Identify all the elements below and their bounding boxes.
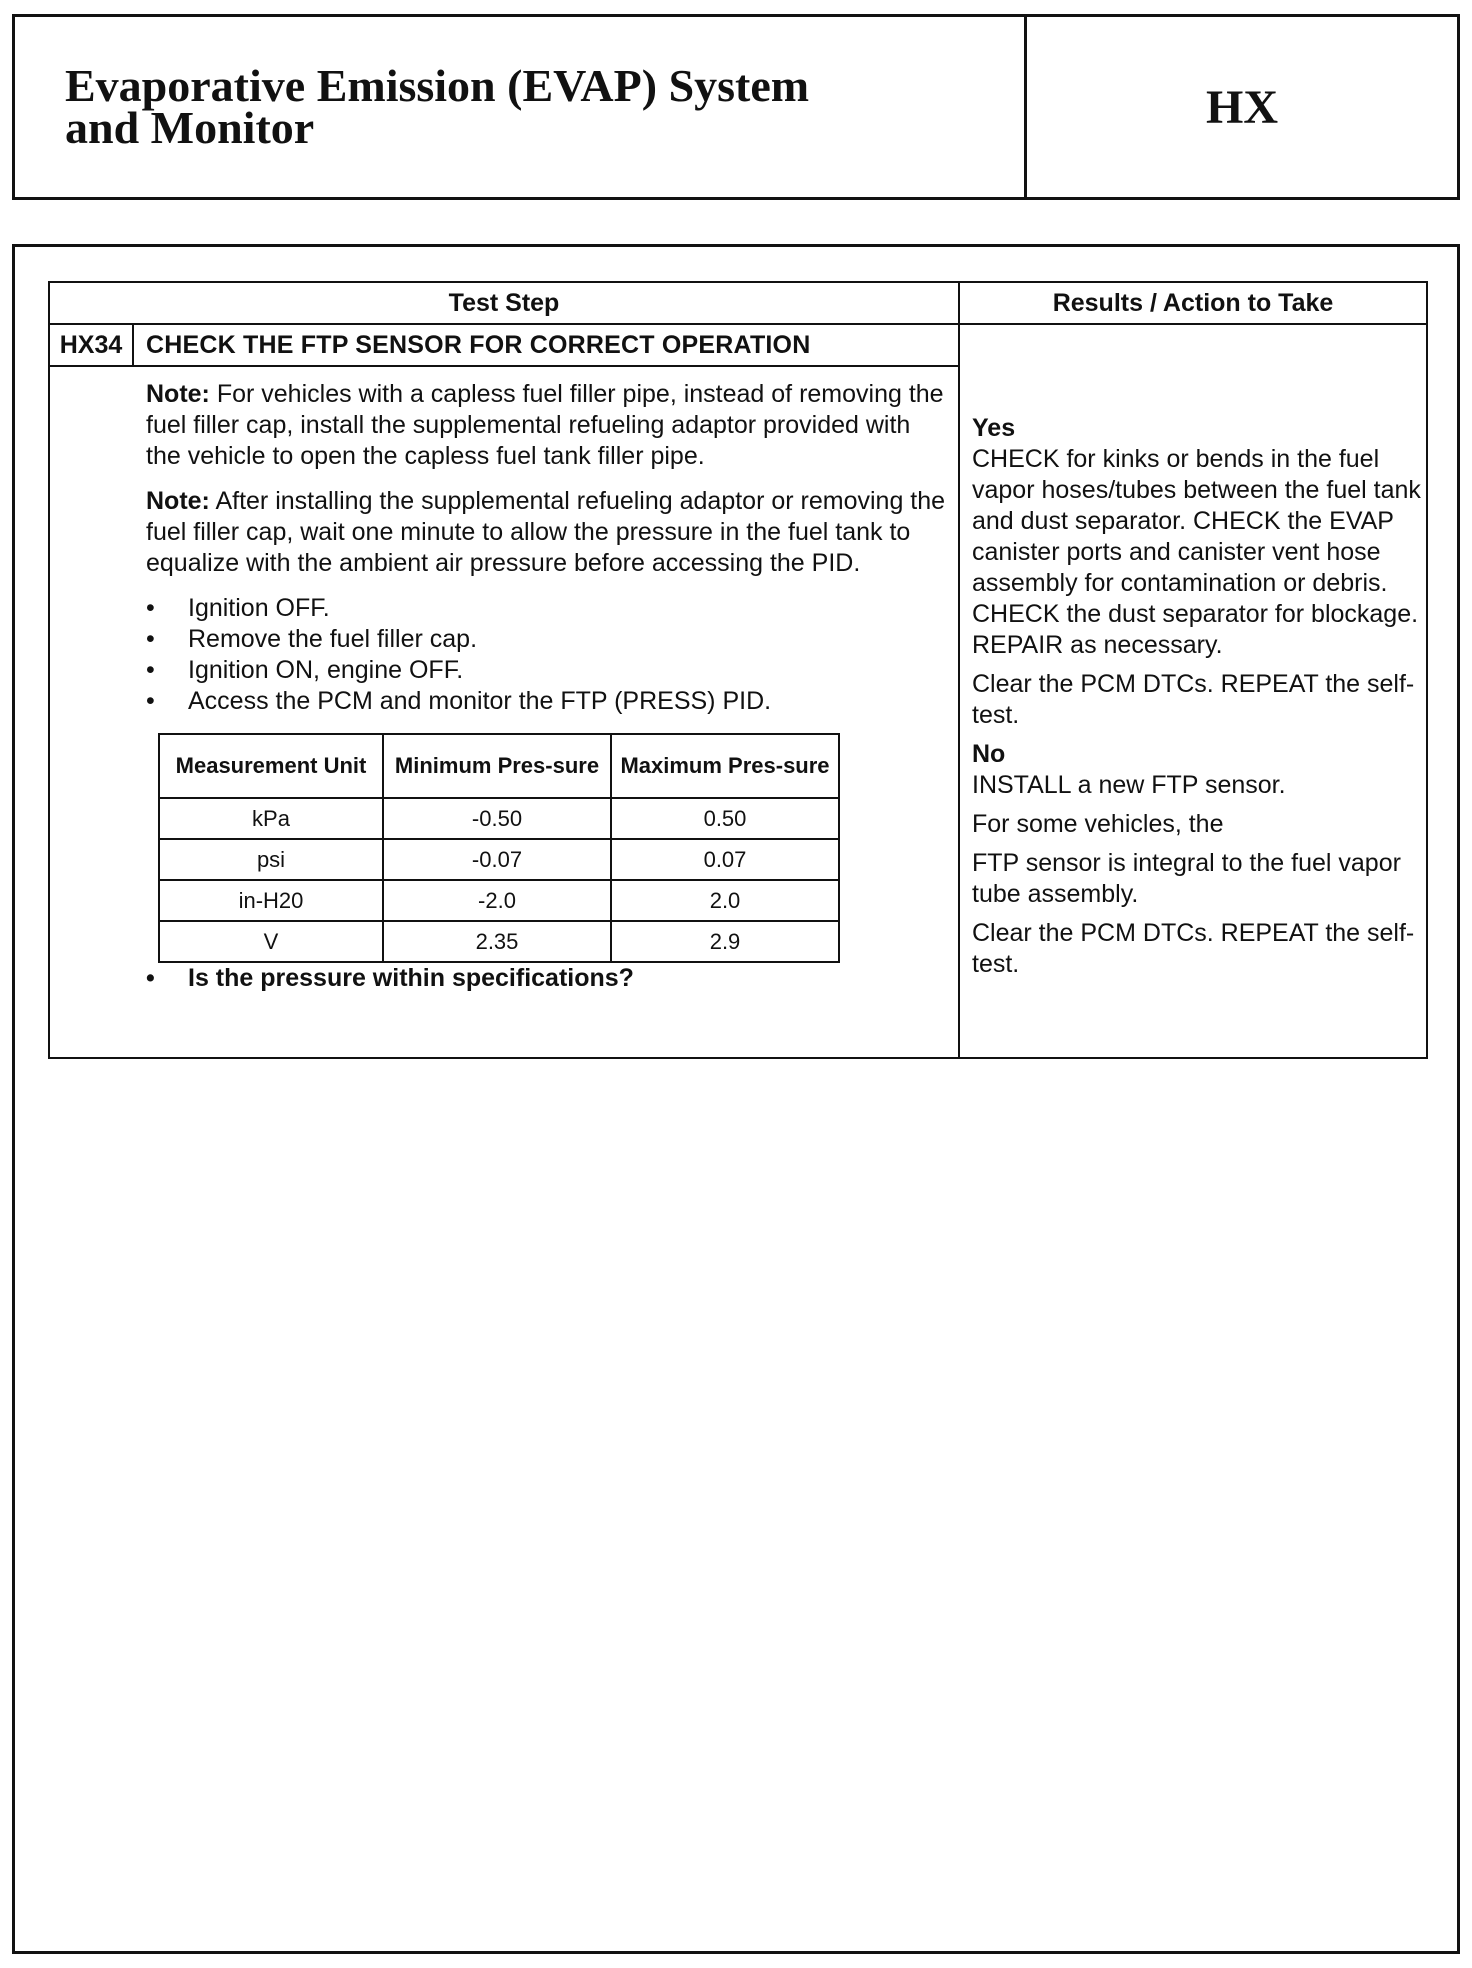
title-line-1: Evaporative Emission (EVAP) System xyxy=(65,60,810,111)
test-step-table xyxy=(48,281,1428,1059)
spec-row xyxy=(159,839,839,880)
title-line-2: and Monitor xyxy=(65,102,315,153)
step-bullets xyxy=(146,593,946,717)
note-2-label: Note: xyxy=(146,487,210,515)
results-header: Results / Action to Take xyxy=(960,283,1426,325)
results-column xyxy=(960,283,1426,1057)
note-1-label: Note: xyxy=(146,380,210,408)
yes-label: Yes xyxy=(972,414,1016,442)
spec-unit: in-H20 xyxy=(159,880,383,921)
yes-action-1: CHECK for kinks or bends in the fuel vapor hoses/tubes between the fuel tank and dust separator. CHECK the EVAP canister ports and canister vent hose assembly for contamination or debris. CHECK the dust separator for blockage. REPAIR as necessary. xyxy=(972,445,1421,659)
spec-row xyxy=(159,798,839,839)
step-id: HX34 xyxy=(50,325,134,365)
spec-min: -0.07 xyxy=(383,839,611,880)
bullet-item: • Ignition OFF. xyxy=(146,593,946,624)
step-body xyxy=(146,379,946,994)
no-label: No xyxy=(972,740,1006,768)
page-title xyxy=(15,17,1027,197)
spec-unit: V xyxy=(159,921,383,962)
note-1-text: For vehicles with a capless fuel filler pipe, instead of removing the fuel filler cap, install the supplemental refueling adaptor provided with the vehicle to open the capless fuel tank filler pipe. xyxy=(146,380,944,470)
section-code: HX xyxy=(1206,80,1278,134)
step-title: CHECK THE FTP SENSOR FOR CORRECT OPERATION xyxy=(146,330,811,359)
note-2 xyxy=(146,486,946,579)
bullet-item: • Remove the fuel filler cap. xyxy=(146,624,946,655)
no-action-3: FTP sensor is integral to the fuel vapor tube assembly. xyxy=(972,849,1401,908)
spec-header-row xyxy=(159,734,839,798)
no-action-1: INSTALL a new FTP sensor. xyxy=(972,771,1286,799)
spec-min: 2.35 xyxy=(383,921,611,962)
spec-min: -0.50 xyxy=(383,798,611,839)
spec-unit: kPa xyxy=(159,798,383,839)
test-step-header: Test Step xyxy=(50,283,958,325)
no-action-4: Clear the PCM DTCs. REPEAT the self-test. xyxy=(972,919,1415,978)
spec-header-min: Minimum Pres-sure xyxy=(383,734,611,798)
spec-header-max: Maximum Pres-sure xyxy=(611,734,839,798)
pressure-spec-table xyxy=(158,733,840,963)
content-frame xyxy=(12,244,1460,1954)
spec-row xyxy=(159,921,839,962)
yes-action-2: Clear the PCM DTCs. REPEAT the self-test. xyxy=(972,670,1415,729)
results-body xyxy=(972,413,1424,988)
note-1 xyxy=(146,379,946,472)
spec-header-unit: Measurement Unit xyxy=(159,734,383,798)
spec-row xyxy=(159,880,839,921)
test-step-column xyxy=(50,283,960,1057)
spec-min: -2.0 xyxy=(383,880,611,921)
bullet-item: • Access the PCM and monitor the FTP (PRESS) PID. xyxy=(146,686,946,717)
step-row xyxy=(50,325,958,367)
no-action-2: For some vehicles, the xyxy=(972,810,1224,838)
step-question xyxy=(146,963,946,994)
question-item: • Is the pressure within specifications? xyxy=(146,963,946,994)
bullet-item: • Ignition ON, engine OFF. xyxy=(146,655,946,686)
spec-unit: psi xyxy=(159,839,383,880)
spec-max: 0.50 xyxy=(611,798,839,839)
spec-max: 0.07 xyxy=(611,839,839,880)
note-2-text: After installing the supplemental refueling adaptor or removing the fuel filler cap, wait one minute to allow the pressure in the fuel tank to equalize with the ambient air pressure before accessing the PID. xyxy=(146,487,946,577)
spec-max: 2.9 xyxy=(611,921,839,962)
page-header xyxy=(12,14,1460,200)
spec-max: 2.0 xyxy=(611,880,839,921)
